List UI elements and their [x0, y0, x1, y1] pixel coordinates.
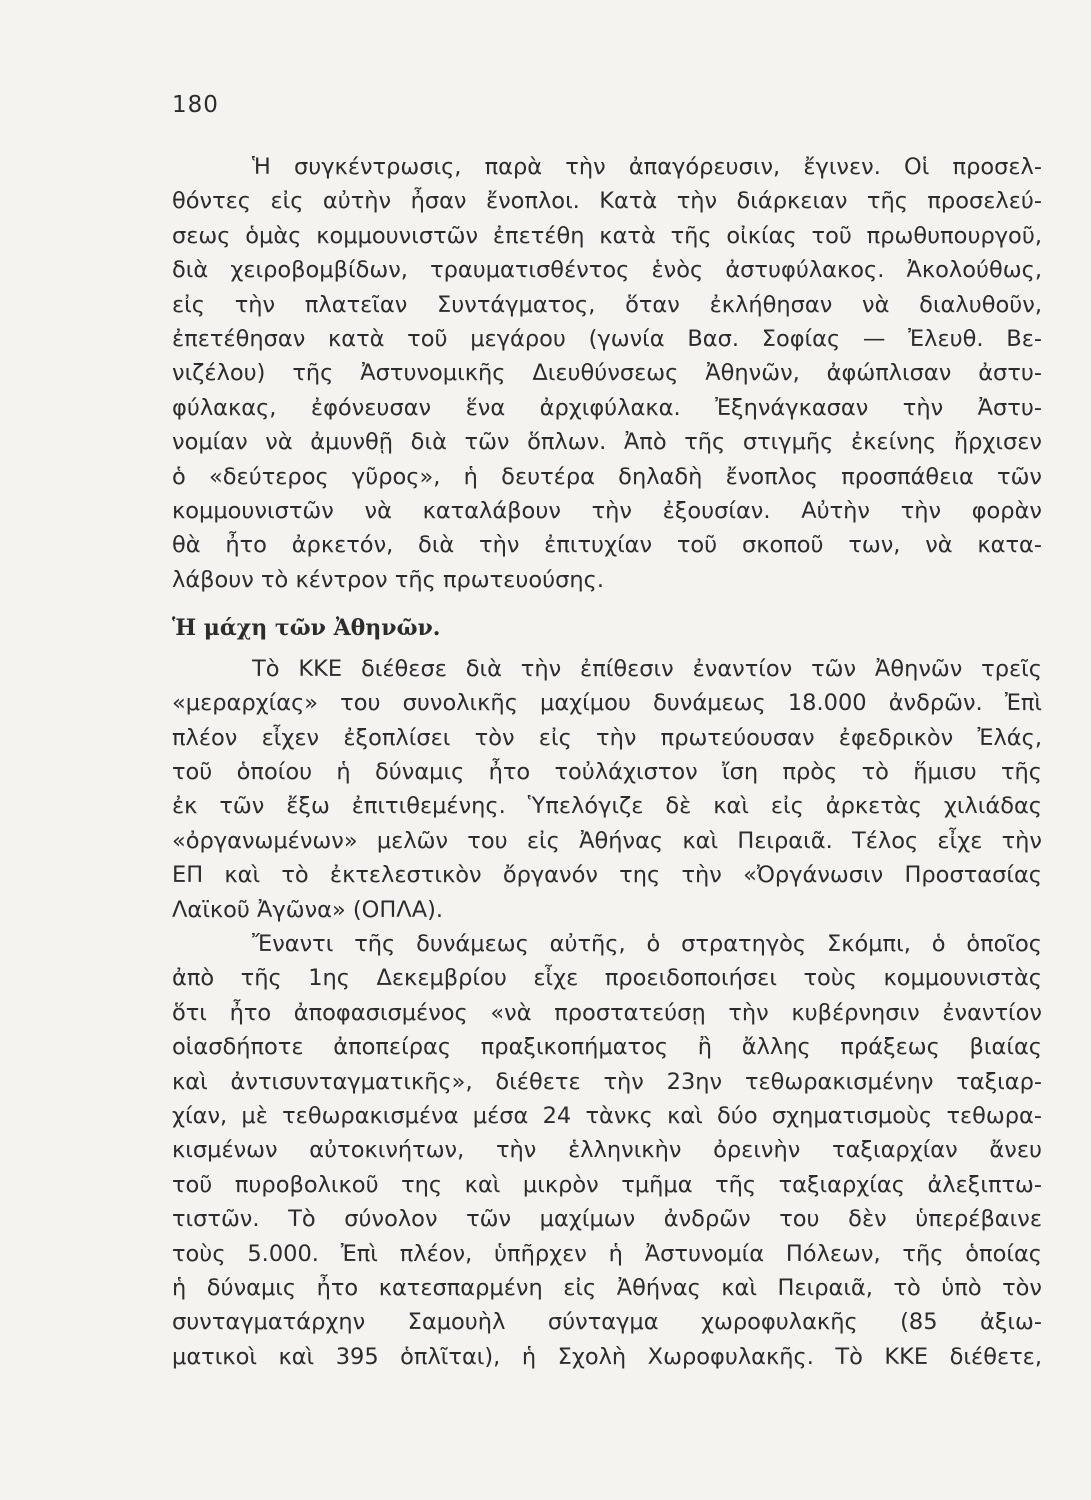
text-line: τοῦ πυροβολικοῦ της καὶ μικρὸν τμῆμα τῆς ταξιαρχίας ἀλεξιπτω-	[172, 1171, 1042, 1198]
paragraph-1	[172, 150, 1042, 597]
text-line: Ἔναντι τῆς δυνάμεως αὐτῆς, ὁ στρατηγὸς Σκόμπι, ὁ ὁποῖος	[252, 930, 1042, 957]
text-line: νιζέλου) τῆς Ἀστυνομικῆς Διευθύνσεως Ἀθηνῶν, ἀφώπλισαν ἀστυ-	[172, 360, 1042, 387]
text-line: χίαν, μὲ τεθωρακισμένα μέσα 24 τὰνκς καὶ δύο σχηματισμοὺς τεθωρα-	[172, 1102, 1042, 1129]
text-line: ματικοὶ καὶ 395 ὁπλῖται), ἡ Σχολὴ Χωροφυλακῆς. Τὸ ΚΚΕ διέθετε,	[172, 1343, 1042, 1370]
text-line: διὰ χειροβομβίδων, τραυματισθέντος ἑνὸς ἀστυφύλακος. Ἀκολούθως,	[172, 257, 1042, 284]
text-line: τοὺς 5.000. Ἐπὶ πλέον, ὑπῆρχεν ἡ Ἀστυνομία Πόλεων, τῆς ὁποίας	[172, 1240, 1042, 1267]
text-line: Τὸ ΚΚΕ διέθεσε διὰ τὴν ἐπίθεσιν ἐναντίον τῶν Ἀθηνῶν τρεῖς	[252, 655, 1042, 682]
text-line: «μεραρχίας» του συνολικῆς μαχίμου δυνάμεως 18.000 ἀνδρῶν. Ἐπὶ	[172, 690, 1042, 717]
text-line: Ἡ συγκέντρωσις, παρὰ τὴν ἀπαγόρευσιν, ἔγινεν. Οἱ προσελ-	[252, 154, 1042, 180]
text-line: Λαϊκοῦ Ἀγῶνα» (ΟΠΛΑ).	[172, 896, 444, 923]
section-heading: Ἡ μάχη τῶν Ἀθηνῶν.	[172, 615, 441, 642]
text-line: τοῦ ὁποίου ἡ δύναμις ἦτο τοὐλάχιστον ἴση πρὸς τὸ ἥμισυ τῆς	[172, 758, 1042, 785]
text-line: θόντες εἰς αὐτὴν ἦσαν ἔνοπλοι. Κατὰ τὴν διάρκειαν τῆς προσελεύ-	[172, 188, 1042, 215]
text-line: εἰς τὴν πλατεῖαν Συντάγματος, ὅταν ἐκλήθησαν νὰ διαλυθοῦν,	[172, 291, 1042, 318]
text-line: ἡ δύναμις ἦτο κατεσπαρμένη εἰς Ἀθήνας καὶ Πειραιᾶ, τὸ ὑπὸ τὸν	[172, 1275, 1042, 1301]
text-line: καὶ ἀντισυνταγματικῆς», διέθετε τὴν 23ην τεθωρακισμένην ταξιαρ-	[172, 1068, 1042, 1095]
text-line: τιστῶν. Τὸ σύνολον τῶν μαχίμων ἀνδρῶν του δὲν ὑπερέβαινε	[172, 1206, 1042, 1233]
text-line: θὰ ἦτο ἀρκετόν, διὰ τὴν ἐπιτυχίαν τοῦ σκοποῦ των, νὰ κατα-	[172, 532, 1042, 559]
text-line: ὅτι ἦτο ἀποφασισμένος «νὰ προστατεύσῃ τὴν κυβέρνησιν ἐναντίον	[172, 999, 1042, 1026]
text-line: νομίαν νὰ ἀμυνθῇ διὰ τῶν ὅπλων. Ἀπὸ τῆς στιγμῆς ἐκείνης ἤρχισεν	[172, 429, 1042, 456]
page-number: 180	[172, 92, 219, 118]
text-line: ὁ «δεύτερος γῦρος», ἡ δευτέρα δηλαδὴ ἔνοπλος προσπάθεια τῶν	[172, 463, 1042, 490]
paragraph-2	[172, 652, 1042, 927]
paragraph-3	[172, 927, 1042, 1374]
text-line: σεως ὁμὰς κομμουνιστῶν ἐπετέθη κατὰ τῆς οἰκίας τοῦ πρωθυπουργοῦ,	[172, 222, 1042, 249]
text-line: συνταγματάρχην Σαμουὴλ σύνταγμα χωροφυλακῆς (85 ἀξιω-	[172, 1309, 1042, 1336]
text-line: ἐπετέθησαν κατὰ τοῦ μεγάρου (γωνία Βασ. Σοφίας — Ἐλευθ. Βε-	[172, 326, 1042, 353]
text-line: λάβουν τὸ κέντρον τῆς πρωτευούσης.	[172, 566, 605, 593]
text-line: «ὀργανωμένων» μελῶν του εἰς Ἀθήνας καὶ Πειραιᾶ. Τέλος εἶχε τὴν	[172, 827, 1042, 854]
text-line: κομμουνιστῶν νὰ καταλάβουν τὴν ἐξουσίαν. Αὐτὴν τὴν φορὰν	[172, 498, 1042, 525]
text-line: ΕΠ καὶ τὸ ἐκτελεστικὸν ὄργανόν της τὴν «Ὀργάνωσιν Προστασίας	[172, 862, 1042, 889]
text-line: ἐκ τῶν ἔξω ἐπιτιθεμένης. Ὑπελόγιζε δὲ καὶ εἰς ἀρκετὰς χιλιάδας	[172, 793, 1042, 820]
text-line: κισμένων αὐτοκινήτων, τὴν ἑλληνικὴν ὀρεινὴν ταξιαρχίαν ἄνευ	[172, 1137, 1042, 1164]
body-text	[172, 150, 1042, 1374]
text-line: οἱασδήποτε ἀποπείρας πραξικοπήματος ἢ ἄλλης πράξεως βιαίας	[172, 1034, 1042, 1061]
text-line: φύλακας, ἐφόνευσαν ἕνα ἀρχιφύλακα. Ἐξηνάγκασαν τὴν Ἀστυ-	[172, 394, 1042, 421]
text-line: ἀπὸ τῆς 1ης Δεκεμβρίου εἶχε προειδοποιήσει τοὺς κομμουνιστὰς	[172, 965, 1042, 992]
text-line: πλέον εἶχεν ἐξοπλίσει τὸν εἰς τὴν πρωτεύουσαν ἐφεδρικὸν Ἐλάς,	[172, 724, 1042, 751]
